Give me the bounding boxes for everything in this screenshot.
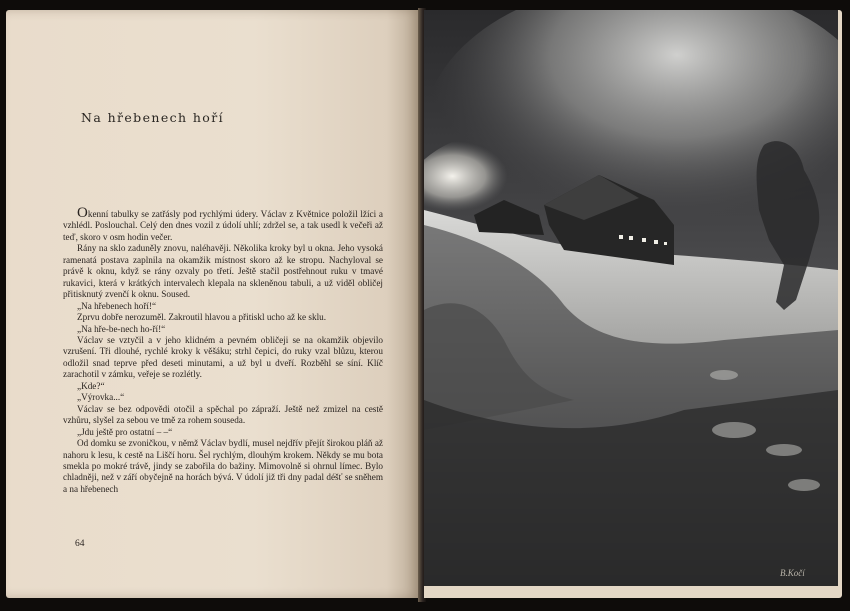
left-page	[6, 10, 420, 598]
chapter-title: Na hřebenech hoří	[81, 110, 225, 125]
paragraph: Václav se bez odpovědi otočil a spěchal po zápraží. Ještě než zmizel na cestě vzhůru, slyšel za sebou ve tmě za rohem souseda.	[63, 403, 383, 426]
paragraph: „Na hře-be-nech ho-ří!“	[77, 323, 166, 334]
paragraph: „Kde?“	[77, 380, 105, 391]
chapter-text	[63, 205, 383, 495]
paragraph: „Na hřebenech hoří!“	[77, 300, 157, 311]
paragraph: Zprvu dobře nerozuměl. Zakroutil hlavou a přitiskl ucho až ke sklu.	[77, 312, 327, 323]
paragraph: „Výrovka...“	[77, 392, 125, 403]
paragraph: Rány na sklo zaduněly znovu, naléhavěji. Několika kroky byl u okna. Jeho vysoká ramenatá postava zaplnila na okamžik místnost skoro až ke stropu. Nachyloval se právě k oknu, když se rány ozvaly po třetí. Ještě stačil postřehnout ruku v tmavé rukavici, která v krátkých intervalech klepala na skleněnou tabuli, a už viděl obličej přitisknutý zvenčí k oknu. Soused.	[63, 243, 383, 300]
paragraph: Okenní tabulky se zatřásly pod rychlými údery. Václav z Květnice položil lžíci a vzhlédl. Poslouchal. Celý den dnes vozil z údolí uhlí; zdržel se, a tak usedl k večeři až teď, skoro v osm hodin večer.	[63, 205, 383, 242]
paragraph: Václav se vztyčil a v jeho klidném a pevném obličeji se na okamžik objevilo vzrušení. Tři dlouhé, rychlé kroky k věšáku; strhl čepici, do ruky vzal blůzu, kterou odložil snad teprve před deseti minutami, a už byl u dveří. Rozběhl se síní. Klíč zarachotil v zámku, veřeje se rozlétly.	[63, 334, 383, 380]
paragraph: Od domku se zvoničkou, v němž Václav bydlí, musel nejdřív přejít širokou pláň až nahoru k lesu, k cestě na Liščí horu. Šel rychlým, dlouhým krokem. Někdy se mu bota smekla po mokré trávě, jindy se zabořila do bažiny. Mimovolně si ohrnul límec. Bylo chladněji, než v září obyčejně na horách bývá. V údolí již tři dny padal déšť se sněhem a na hřebenech	[63, 438, 383, 494]
paragraph: „Jdu ještě pro ostatní – –“	[77, 426, 173, 437]
mountain-fire-night-illustration	[424, 10, 838, 586]
right-page	[424, 10, 842, 598]
artist-signature: B.Kočí	[780, 568, 805, 578]
page-number: 64	[75, 539, 85, 549]
